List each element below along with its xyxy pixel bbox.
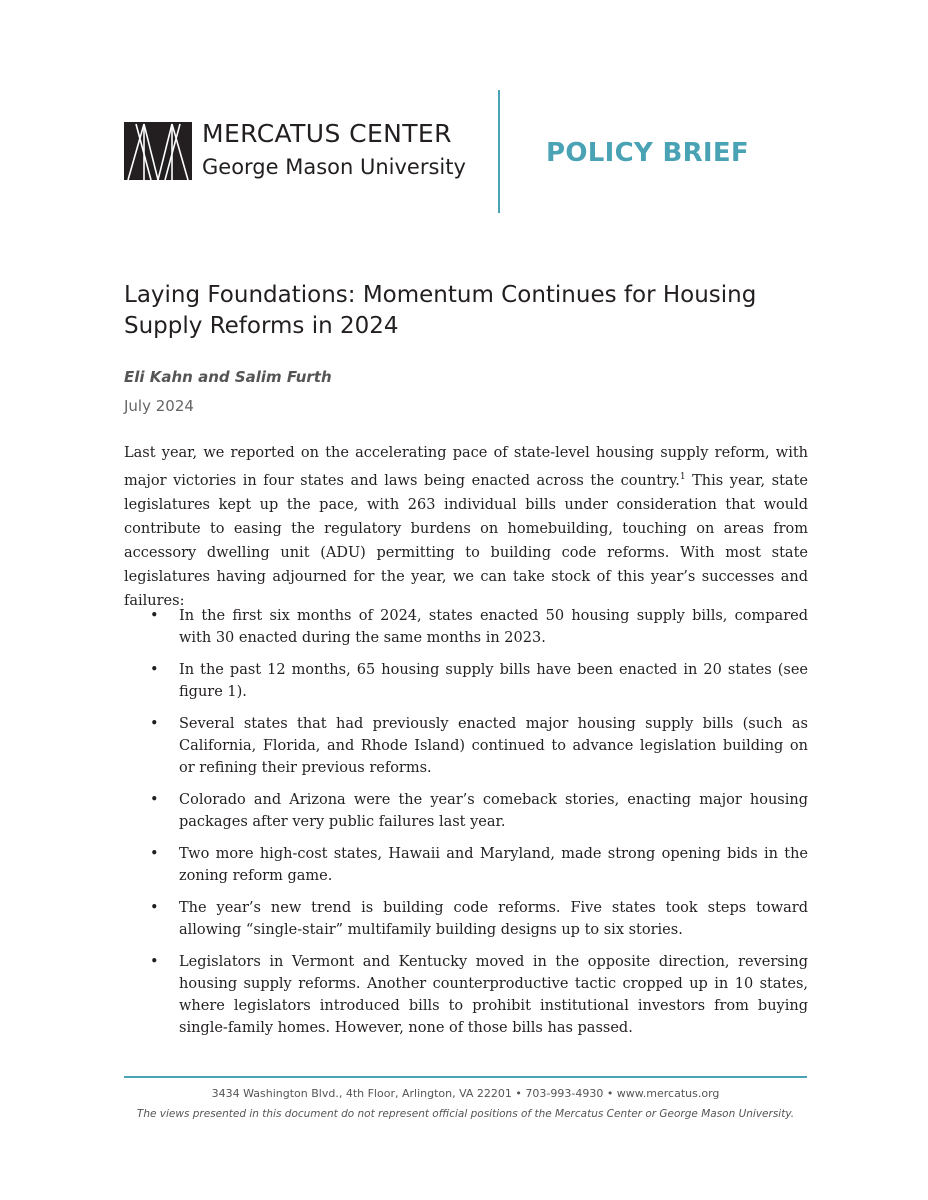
bullet-icon: •: [150, 792, 159, 808]
intro-text-start: Last year, we reported on the accelerating pace of state-level housing supply reform, with major victories in four states and laws being enacted across the country.: [124, 445, 808, 489]
list-item: [124, 605, 808, 649]
list-item-text: In the past 12 months, 65 housing supply bills have been enacted in 20 states (see figure 1).: [179, 662, 808, 700]
bullet-icon: •: [150, 608, 159, 624]
bullet-icon: •: [150, 846, 159, 862]
org-subtitle: George Mason University: [202, 155, 466, 179]
list-item-text: In the first six months of 2024, states enacted 50 housing supply bills, compared with 30 enacted during the same months in 2023.: [179, 608, 808, 646]
list-item-text: Several states that had previously enacted major housing supply bills (such as California, Florida, and Rhode Island) continued to advance legislation building on or refining their previous reforms.: [179, 716, 808, 776]
authors: Eli Kahn and Salim Furth: [124, 368, 332, 386]
list-item: [124, 659, 808, 703]
publication-date: July 2024: [124, 397, 194, 415]
document-type: POLICY BRIEF: [546, 138, 749, 168]
list-item: [124, 713, 808, 779]
bullet-icon: •: [150, 716, 159, 732]
document-title: Laying Foundations: Momentum Continues for Housing Supply Reforms in 2024: [124, 282, 757, 339]
org-name: MERCATUS CENTER: [202, 119, 452, 148]
footer-divider: [124, 1076, 807, 1078]
list-item-text: Colorado and Arizona were the year’s comeback stories, enacting major housing packages after very public failures last year.: [179, 792, 808, 830]
header-divider: [498, 90, 500, 213]
footnote-ref[interactable]: 1: [679, 472, 686, 482]
list-item: [124, 951, 808, 1039]
list-item: [124, 843, 808, 887]
bullet-icon: •: [150, 662, 159, 678]
bullet-icon: •: [150, 954, 159, 970]
list-item-text: Legislators in Vermont and Kentucky moved in the opposite direction, reversing housing supply reforms. Another counterproductive tactic cropped up in 10 states, where legislators introduced bills to prohibit institutional investors from buying single-family homes. However, none of those bills has passed.: [179, 954, 808, 1036]
key-findings-list: [124, 605, 808, 1049]
list-item: [124, 789, 808, 833]
list-item-text: Two more high-cost states, Hawaii and Maryland, made strong opening bids in the zoning reform game.: [179, 846, 808, 884]
mercatus-logo: [124, 119, 466, 182]
footer-disclaimer: The views presented in this document do not represent official positions of the Mercatus Center or George Mason University.: [136, 1108, 795, 1120]
footer-address: 3434 Washington Blvd., 4th Floor, Arlington, VA 22201 • 703-993-4930 • www.mercatus.org: [211, 1087, 720, 1100]
list-item-text: The year’s new trend is building code reforms. Five states took steps toward allowing “single-stair” multifamily building designs up to six stories.: [179, 900, 808, 938]
bullet-icon: •: [150, 900, 159, 916]
list-item: [124, 897, 808, 941]
intro-paragraph: [124, 441, 808, 613]
mercatus-logo-icon: [124, 122, 192, 180]
intro-text-end: This year, state legislatures kept up the pace, with 263 individual bills under consideration that would contribute to easing the regulatory burdens on homebuilding, touching on areas from accessory dwelling unit (ADU) permitting to building code reforms. With most state legislatures having adjourned for the year, we can take stock of this year’s successes and failures:: [124, 472, 808, 609]
